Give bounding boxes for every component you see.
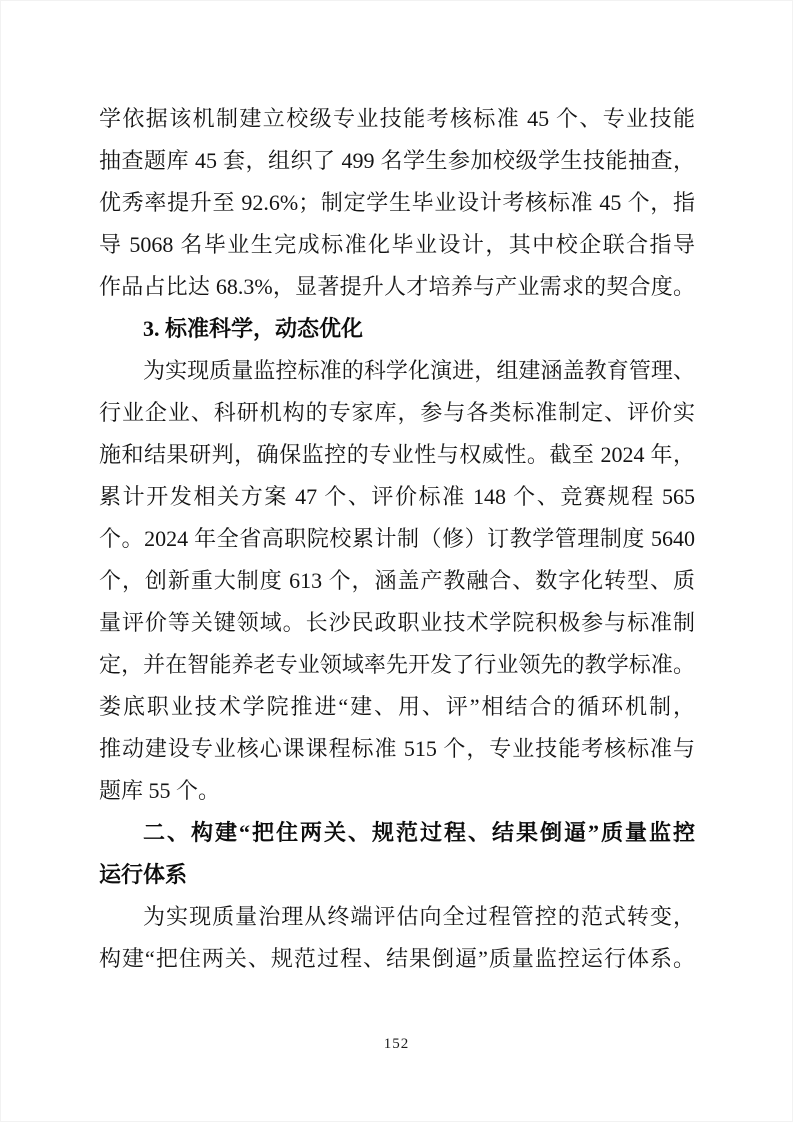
heading-line: 二、构建“把住两关、规范过程、结果倒逼”质量监控 [143, 820, 695, 845]
text-line: 学依据该机制建立校级专业技能考核标准 45 个、专业技能 [99, 106, 695, 131]
text-line: 行业企业、科研机构的专家库，参与各类标准制定、评价实 [99, 400, 695, 425]
heading-line: 运行体系 [99, 862, 188, 887]
text-line: 构建“把住两关、规范过程、结果倒逼”质量监控运行体系。 [99, 946, 695, 971]
text-line: 个，创新重大制度 613 个，涵盖产教融合、数字化转型、质 [99, 568, 695, 593]
page-number: 152 [383, 1036, 410, 1052]
text-line: 题库 55 个。 [99, 778, 221, 803]
text-line: 累计开发相关方案 47 个、评价标准 148 个、竞赛规程 565 [99, 484, 695, 509]
text-line: 优秀率提升至 92.6%；制定学生毕业设计考核标准 45 个，指 [99, 190, 695, 215]
document-body [99, 98, 695, 980]
text-line: 施和结果研判，确保监控的专业性与权威性。截至 2024 年， [99, 442, 695, 467]
text-line: 定，并在智能养老专业领域率先开发了行业领先的教学标准。 [99, 652, 695, 677]
text-line: 导 5068 名毕业生完成标准化毕业设计，其中校企联合指导 [99, 232, 695, 257]
text-line: 推动建设专业核心课课程标准 515 个，专业技能考核标准与 [99, 736, 695, 761]
text-line: 抽查题库 45 套，组织了 499 名学生参加校级学生技能抽查， [99, 148, 695, 173]
heading-line: 3. 标准科学，动态优化 [143, 316, 364, 341]
text-line: 量评价等关键领域。长沙民政职业技术学院积极参与标准制 [99, 610, 695, 635]
page-footer [1, 1034, 792, 1054]
text-line: 为实现质量监控标准的科学化演进，组建涵盖教育管理、 [143, 358, 695, 383]
text-line: 为实现质量治理从终端评估向全过程管控的范式转变， [143, 904, 695, 929]
text-line: 作品占比达 68.3%，显著提升人才培养与产业需求的契合度。 [99, 274, 695, 299]
text-line: 个。2024 年全省高职院校累计制（修）订教学管理制度 5640 [99, 526, 695, 551]
text-line: 娄底职业技术学院推进“建、用、评”相结合的循环机制， [99, 694, 695, 719]
